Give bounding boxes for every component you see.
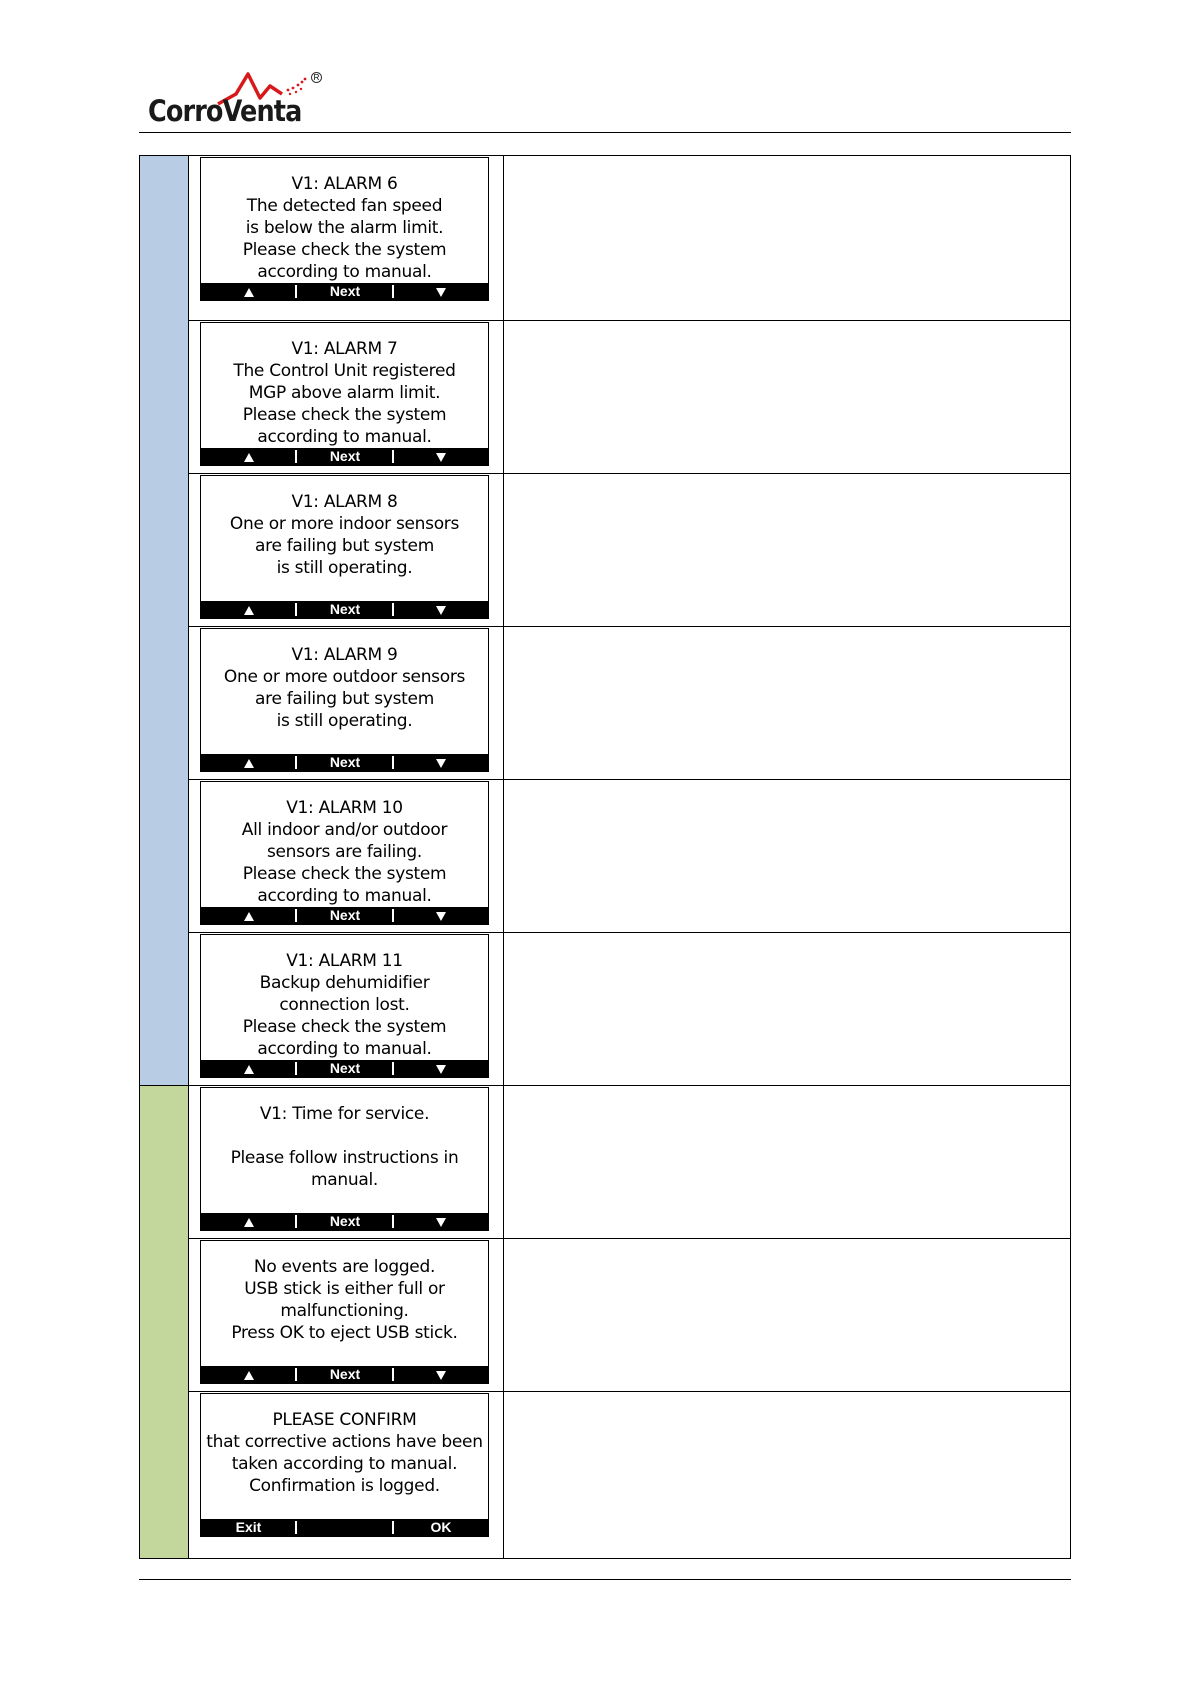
next-button[interactable]: Next bbox=[329, 907, 361, 923]
screen-line: Please check the system bbox=[242, 240, 447, 260]
screen-line: The Control Unit registered bbox=[233, 361, 456, 381]
screen-line: according to manual. bbox=[257, 886, 432, 906]
down-arrow-icon bbox=[436, 759, 446, 768]
up-button[interactable] bbox=[201, 907, 296, 924]
down-button[interactable] bbox=[394, 283, 488, 300]
lcd-screen bbox=[200, 1240, 489, 1384]
down-button[interactable] bbox=[394, 754, 488, 771]
screen-line: is still operating. bbox=[276, 558, 413, 578]
screen-line: Please check the system bbox=[242, 1017, 447, 1037]
down-button[interactable] bbox=[394, 1060, 488, 1077]
next-button[interactable]: Next bbox=[329, 283, 361, 299]
screen-line: Press OK to eject USB stick. bbox=[231, 1323, 458, 1343]
alarm-category-band bbox=[140, 156, 189, 1086]
table-row bbox=[189, 780, 1070, 933]
down-arrow-icon bbox=[436, 1218, 446, 1227]
screen-line: V1: ALARM 8 bbox=[291, 492, 398, 512]
table-row bbox=[189, 156, 1070, 321]
screen-line bbox=[201, 1125, 488, 1147]
footer-rule bbox=[139, 1579, 1071, 1580]
ok-button[interactable]: OK bbox=[430, 1519, 452, 1535]
down-button[interactable] bbox=[394, 1213, 488, 1230]
table-row bbox=[189, 627, 1070, 780]
lcd-screen bbox=[200, 322, 489, 466]
up-arrow-icon bbox=[244, 1218, 254, 1227]
table-row bbox=[189, 1392, 1070, 1558]
down-arrow-icon bbox=[436, 453, 446, 462]
up-arrow-icon bbox=[244, 606, 254, 615]
screen-line: manual. bbox=[311, 1170, 378, 1190]
screen-line: is still operating. bbox=[276, 711, 413, 731]
screen-nav-bar bbox=[201, 754, 488, 771]
screen-line: MGP above alarm limit. bbox=[248, 383, 441, 403]
screen-line: according to manual. bbox=[257, 427, 432, 447]
lcd-screen bbox=[200, 1393, 489, 1537]
screen-line: Please follow instructions in bbox=[230, 1148, 459, 1168]
screen-nav-bar bbox=[201, 448, 488, 465]
screen-line: All indoor and/or outdoor bbox=[241, 820, 448, 840]
lcd-screen bbox=[200, 475, 489, 619]
screen-line: USB stick is either full or bbox=[244, 1279, 445, 1299]
screen-nav-bar bbox=[201, 283, 488, 300]
screen-line: Backup dehumidifier bbox=[259, 973, 430, 993]
screen-line: according to manual. bbox=[257, 262, 432, 282]
down-arrow-icon bbox=[436, 1065, 446, 1074]
logo-wordmark: CorroVenta bbox=[148, 94, 302, 128]
next-button[interactable]: Next bbox=[329, 754, 361, 770]
up-button[interactable] bbox=[201, 448, 296, 465]
screen-nav-bar bbox=[201, 1519, 488, 1536]
screen-nav-bar bbox=[201, 1060, 488, 1077]
screen-line: V1: Time for service. bbox=[259, 1104, 430, 1124]
screen-nav-bar bbox=[201, 907, 488, 924]
up-arrow-icon bbox=[244, 912, 254, 921]
table-row bbox=[189, 321, 1070, 474]
screen-line: V1: ALARM 7 bbox=[291, 339, 398, 359]
lcd-screen bbox=[200, 157, 489, 301]
screen-nav-bar bbox=[201, 1213, 488, 1230]
down-arrow-icon bbox=[436, 912, 446, 921]
screen-line: connection lost. bbox=[279, 995, 410, 1015]
next-button[interactable]: Next bbox=[329, 448, 361, 464]
table-row bbox=[189, 1086, 1070, 1239]
corroventa-logo bbox=[148, 68, 328, 130]
screen-line: that corrective actions have been bbox=[206, 1432, 483, 1452]
lcd-screen bbox=[200, 1087, 489, 1231]
down-arrow-icon bbox=[436, 1371, 446, 1380]
screen-line: according to manual. bbox=[257, 1039, 432, 1059]
down-button[interactable] bbox=[394, 601, 488, 618]
table-row bbox=[189, 474, 1070, 627]
up-button[interactable] bbox=[201, 1060, 296, 1077]
screen-line: Please check the system bbox=[242, 405, 447, 425]
screen-line: V1: ALARM 9 bbox=[291, 645, 398, 665]
screen-line: Please check the system bbox=[242, 864, 447, 884]
down-button[interactable] bbox=[394, 907, 488, 924]
screen-line: malfunctioning. bbox=[280, 1301, 409, 1321]
blank-button[interactable] bbox=[297, 1519, 393, 1536]
table-row bbox=[189, 1239, 1070, 1392]
down-button[interactable] bbox=[394, 448, 488, 465]
next-button[interactable]: Next bbox=[329, 1366, 361, 1382]
up-button[interactable] bbox=[201, 754, 296, 771]
down-button[interactable] bbox=[394, 1366, 488, 1383]
screen-line: is below the alarm limit. bbox=[245, 218, 444, 238]
table-row bbox=[189, 933, 1070, 1086]
screen-line: are failing but system bbox=[255, 536, 434, 556]
lcd-screen bbox=[200, 934, 489, 1078]
up-button[interactable] bbox=[201, 601, 296, 618]
up-button[interactable] bbox=[201, 1366, 296, 1383]
up-arrow-icon bbox=[244, 288, 254, 297]
screen-line: Confirmation is logged. bbox=[249, 1476, 440, 1496]
screen-line: taken according to manual. bbox=[231, 1454, 458, 1474]
down-arrow-icon bbox=[436, 606, 446, 615]
registered-mark: R bbox=[311, 72, 322, 83]
screen-nav-bar bbox=[201, 601, 488, 618]
screen-line: V1: ALARM 6 bbox=[291, 174, 398, 194]
up-arrow-icon bbox=[244, 453, 254, 462]
screen-line: The detected fan speed bbox=[246, 196, 443, 216]
up-arrow-icon bbox=[244, 759, 254, 768]
up-button[interactable] bbox=[201, 283, 296, 300]
up-arrow-icon bbox=[244, 1371, 254, 1380]
exit-button[interactable]: Exit bbox=[235, 1519, 262, 1535]
screen-line: No events are logged. bbox=[253, 1257, 436, 1277]
screen-line: One or more indoor sensors bbox=[229, 514, 460, 534]
up-arrow-icon bbox=[244, 1065, 254, 1074]
screen-line: V1: ALARM 11 bbox=[286, 951, 403, 971]
down-arrow-icon bbox=[436, 288, 446, 297]
lcd-screen bbox=[200, 628, 489, 772]
screen-line: One or more outdoor sensors bbox=[223, 667, 466, 687]
lcd-screen bbox=[200, 781, 489, 925]
alarm-screens-table bbox=[139, 155, 1071, 1559]
next-button[interactable]: Next bbox=[329, 601, 361, 617]
screen-line: V1: ALARM 10 bbox=[286, 798, 403, 818]
screen-line: sensors are failing. bbox=[266, 842, 423, 862]
header-rule bbox=[139, 132, 1071, 133]
screen-line: PLEASE CONFIRM bbox=[272, 1410, 417, 1430]
screen-nav-bar bbox=[201, 1366, 488, 1383]
next-button[interactable]: Next bbox=[329, 1213, 361, 1229]
next-button[interactable]: Next bbox=[329, 1060, 361, 1076]
screen-line: are failing but system bbox=[255, 689, 434, 709]
up-button[interactable] bbox=[201, 1213, 296, 1230]
service-category-band bbox=[140, 1086, 189, 1558]
